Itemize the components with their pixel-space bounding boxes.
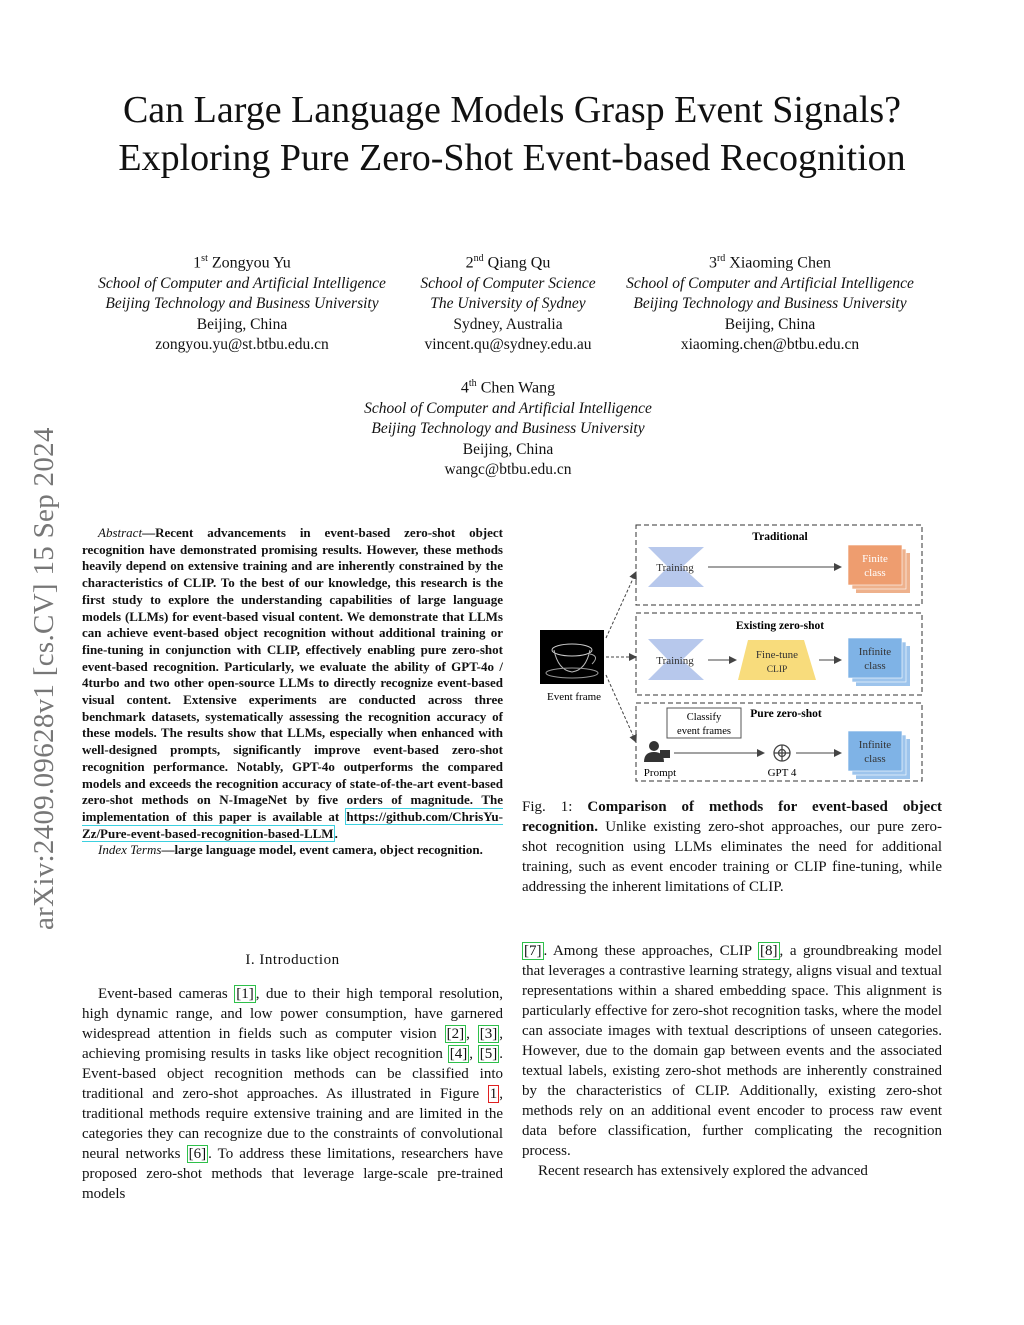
svg-text:class: class (864, 567, 886, 579)
prompt-label: Prompt (643, 767, 677, 779)
citation-link[interactable]: [3] (479, 1026, 498, 1042)
gpt-icon (774, 745, 790, 761)
abstract: Abstract—Recent advancements in event-based zero-shot object recognition have demonstrated promising results. However, these methods heavily depend on extensive training and are inherently constrained by the characteristics of CLIP. To the best of our knowledge, this research is the first study to explore the understanding capabilities of large language models (LLMs) for event-based visual content. We demonstrate that LLMs can achieve event-based object recognition without additional training or fine-tuning in conjunction with CLIP, effectively enabling pure zero-shot event-based recognition. Particularly, we evaluate the ability of GPT-4o / 4turbo and two other open-source LLMs to directly recognize event-based visual content. Extensive experiments are conducted across three benchmark datasets, systematically assessing the recognition accuracy of these models. The results show that LLMs, especially when enhanced with well-designed prompts, significantly improve event-based zero-shot recognition performance. Notably, GPT-4o outperforms the compared models and exceeds the recognition accuracy of state-of-the-art event-based zero-shot methods on N-ImageNet by five orders of magnitude. The implementation of this paper is available at https://github.com/ChrisYu-Zz/Pure-event-based-recognition-based-LLM. Index Terms—large language model, event camera, object recognition. (82, 525, 503, 858)
arxiv-identifier: arXiv:2409.09628v1 [cs.CV] 15 Sep 2024 (28, 427, 60, 930)
intro-paragraph-2: [7] . Among these approaches, CLIP [8] , a groundbreaking model that leverages a contrastive learning strategy, aligns visual and textual representations within a shared embedding space. This alignment is particularly effective for zero-shot recognition tasks, where the model can associate images with textual descriptions of unseen categories. However, due to the domain gap between events and the associated textual labels, existing zero-shot methods are inherently constrained by the characteristics of CLIP. Additionally, existing zero-shot methods rely on an additional event encoder to process raw event data before classification, further complicating the recognition process. Recent research has extensively explored the advanced (522, 943, 943, 1179)
author-email: wangc@btbu.edu.cn (444, 461, 572, 479)
author-dept: School of Computer Science (420, 274, 596, 292)
author-name: Qiang Qu (487, 254, 551, 272)
abstract-body: —Recent advancements in event-based zero-shot object recognition have demonstrated promising results. However, these methods heavily depend on extensive training and are inherently constrained by the characteristics of CLIP. To the best of our knowledge, this research is the first study to explore the understanding capabilities of large language models (LLMs) for event-based visual content. We demonstrate that LLMs can achieve event-based object recognition without additional training or fine-tuning in conjunction with CLIP, effectively enabling pure zero-shot event-based recognition. Particularly, we evaluate the ability of GPT-4o / 4turbo and two other open-source LLMs to directly recognize event-based visual content. Extensive experiments are conducted across three benchmark datasets, systematically assessing the recognition accuracy of these models. The results show that LLMs, especially when enhanced with well-designed prompts, significantly improve event-based zero-shot recognition performance. Notably, GPT-4o outperforms the compared models and exceeds the recognition accuracy of state-of-the-art event-based zero-shot methods on N-ImageNet by five orders of magnitude. The implementation of this paper is available at (82, 525, 503, 824)
author-inst: Beijing Technology and Business University (105, 295, 379, 313)
intro-paragraph-1: Event-based cameras [1] , due to their high temporal resolution, high dynamic range, and low power consumption, have garnered widespread attention in fields such as computer vision [2] , [3] , achieving promising results in tasks like object recognition [4] , [5] . Event-based object recognition methods can be classified into traditional and zero-shot approaches. As illustrated in Figure 1 , traditional methods require extensive training and are limited in the categories they can recognize due to the constraints of convolutional neural networks [6] . To address these limitations, researchers have proposed zero-shot methods that leverage large-scale pre-trained models (82, 986, 504, 1202)
author-name: Zongyou Yu (211, 254, 291, 272)
finite-class-box (848, 545, 902, 585)
svg-text:Fine-tune: Fine-tune (755, 649, 799, 661)
author-block-3: 3rd Xiaoming Chen School of Computer and Artificial Intelligence Beijing Technology and Business University Beijing, China xiaoming.chen@btbu.edu.cn (610, 249, 930, 356)
svg-text:Infinite: Infinite (858, 646, 892, 658)
repo-link[interactable]: https://github.com/ChrisYu-Zz/Pure-event-based-recognition-based-LLM (82, 808, 503, 841)
author-location: Beijing, China (724, 315, 816, 333)
svg-text:Training: Training (656, 655, 694, 667)
svg-text:Infinite: Infinite (858, 739, 892, 751)
title-line-1: Can Large Language Models Grasp Event Signals? (122, 89, 902, 131)
intro-paragraph-3: Recent research has extensively explored the advanced (538, 1163, 868, 1179)
caption-label: Fig. 1: (522, 799, 588, 815)
citation-link[interactable]: [7] (524, 943, 542, 959)
caption-title: Comparison of methods for event-based object recognition. (522, 799, 942, 835)
training-label: Training (656, 562, 694, 574)
abstract-label: Abstract (98, 525, 143, 540)
figure-1-diagram (536, 520, 956, 785)
caption-text: Unlike existing zero-shot approaches, our pure zero-shot recognition using LLMs eliminates the need for additional training, such as event encoder training or CLIP fine-tuning, while addressing the inherent limitations of CLIP. (522, 819, 942, 895)
author-inst: Beijing Technology and Business University (371, 420, 645, 438)
author-dept: School of Computer and Artificial Intelligence (98, 274, 386, 292)
title-line-2: Exploring Pure Zero-Shot Event-based Recognition (118, 137, 906, 179)
svg-text:class: class (864, 753, 886, 765)
author-inst: The University of Sydney (430, 295, 586, 313)
author-name: Xiaoming Chen (729, 254, 832, 272)
author-block-4: 4th Chen Wang School of Computer and Artificial Intelligence Beijing Technology and Business University Beijing, China wangc@btbu.edu.cn (348, 374, 668, 481)
index-terms-label: Index Terms (98, 842, 162, 858)
svg-text:event frames: event frames (677, 726, 731, 737)
existing-label: Existing zero-shot (735, 620, 825, 632)
author-block-2: 2nd Qiang Qu School of Computer Science The University of Sydney Sydney, Australia vincent.qu@sydney.edu.au (348, 249, 668, 356)
index-terms: —large language model, event camera, object recognition. (161, 842, 483, 858)
citation-link[interactable]: [6] (188, 1146, 207, 1162)
svg-text:class: class (864, 660, 886, 672)
author-dept: School of Computer and Artificial Intelligence (364, 399, 652, 417)
author-name: Chen Wang (480, 379, 556, 397)
author-block-1: 1st Zongyou Yu School of Computer and Artificial Intelligence Beijing Technology and Business University Beijing, China zongyou.yu@st.btbu.edu.cn (82, 249, 402, 356)
author-location: Beijing, China (462, 440, 554, 458)
svg-text:Classify: Classify (686, 712, 722, 723)
paper-title (0, 86, 1024, 182)
figure-caption (522, 797, 942, 897)
author-location: Sydney, Australia (453, 315, 563, 333)
figure-link[interactable]: 1 (489, 1086, 498, 1102)
citation-link[interactable]: [8] (760, 943, 778, 959)
author-email: xiaoming.chen@btbu.edu.cn (680, 336, 860, 354)
citation-link[interactable]: [2] (446, 1026, 465, 1042)
infinite-class-box (848, 638, 902, 678)
citation-link[interactable]: [1] (236, 986, 254, 1002)
traditional-label: Traditional (752, 531, 808, 543)
prompt-person-icon (644, 741, 670, 762)
svg-text:Finite: Finite (862, 553, 888, 565)
author-dept: School of Computer and Artificial Intelligence (626, 274, 914, 292)
author-location: Beijing, China (196, 315, 288, 333)
pure-label: Pure zero-shot (750, 708, 822, 720)
citation-link[interactable]: [5] (479, 1046, 498, 1062)
svg-text:CLIP: CLIP (766, 665, 788, 675)
gpt-label: GPT 4 (767, 767, 797, 779)
author-inst: Beijing Technology and Business University (633, 295, 907, 313)
author-email: vincent.qu@sydney.edu.au (424, 336, 592, 354)
event-frame-label: Event frame (546, 691, 602, 703)
infinite-class-box (848, 731, 902, 771)
section-heading: I. Introduction (245, 952, 340, 968)
citation-link[interactable]: [4] (449, 1046, 468, 1062)
author-email: zongyou.yu@st.btbu.edu.cn (155, 336, 329, 354)
